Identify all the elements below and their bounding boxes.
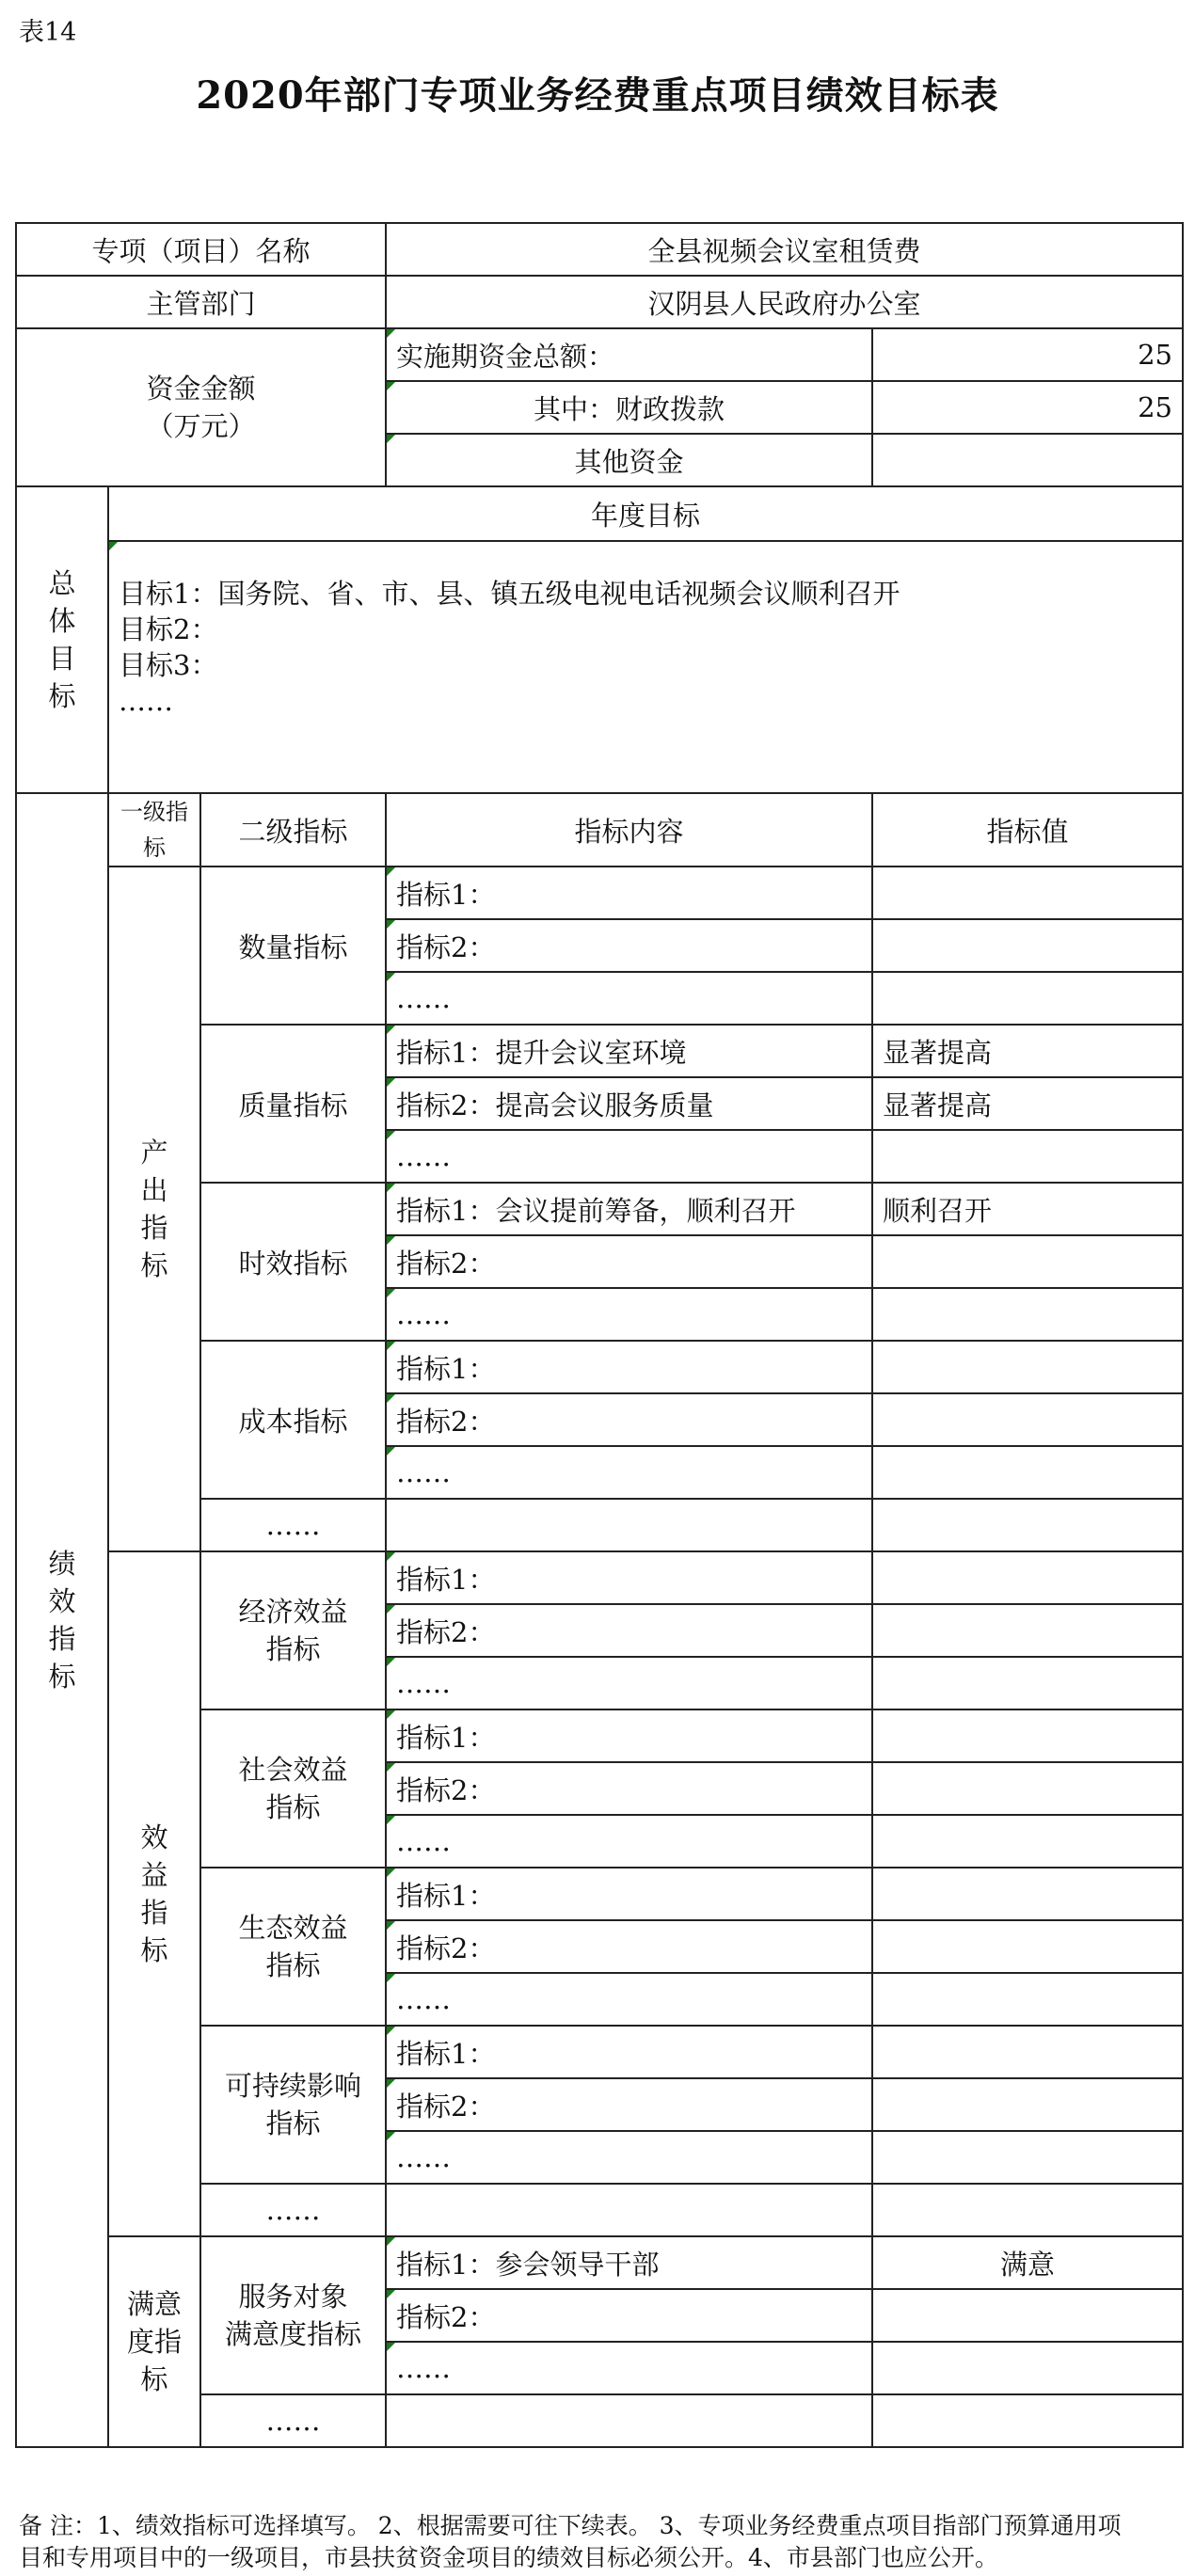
indicator-value: 显著提高: [872, 1077, 1183, 1130]
performance-indicator-char: 指: [48, 1623, 76, 1655]
fund-other-label: 其他资金: [386, 434, 872, 486]
indicator-value: [872, 1604, 1183, 1657]
indicator-header-row: [16, 793, 1183, 867]
benefit-indicator-char: 益: [140, 1859, 168, 1891]
output-indicator-char: 出: [140, 1174, 168, 1206]
indicator-content: 指标1：提升会议室环境: [386, 1025, 872, 1077]
indicator-value: [872, 1973, 1183, 2026]
output-indicator-label: [108, 867, 200, 1551]
annual-goal-content-row: [16, 541, 1183, 793]
indicator-content: 指标2：: [386, 1393, 872, 1446]
overall-goal-side-label: [16, 486, 108, 793]
indicator-value: [872, 1920, 1183, 1973]
indicator-value: [872, 1868, 1183, 1920]
indicator-value: [872, 1499, 1183, 1551]
indicator-content: ……: [386, 2131, 872, 2184]
quantity-indicator-label: 数量指标: [200, 867, 386, 1025]
indicator-content: 指标1：: [386, 1551, 872, 1604]
indicator-content: 指标1：: [386, 1341, 872, 1393]
performance-target-table: [15, 222, 1184, 2448]
indicator-value: [872, 867, 1183, 919]
satisfaction-indicator-label: [108, 2236, 200, 2447]
goal-line-3: 目标3：: [119, 649, 218, 681]
indicator-value: [872, 1130, 1183, 1183]
benefit-indicator-char: 标: [140, 1934, 168, 1966]
service-satisfaction-label: [200, 2236, 386, 2394]
benefit-more-label: ……: [200, 2184, 386, 2236]
benefit-indicator-label: [108, 1551, 200, 2236]
indicator-value: [872, 919, 1183, 972]
indicator-content: 指标2：: [386, 1604, 872, 1657]
indicator-content: 指标1：会议提前筹备，顺利召开: [386, 1183, 872, 1235]
fund-total-row: [16, 328, 1183, 381]
project-name-row: [16, 223, 1183, 276]
goal-line-1: 目标1：国务院、省、市、县、镇五级电视电话视频会议顺利召开: [119, 578, 900, 610]
benefit-indicator-char: 指: [140, 1897, 168, 1929]
output-indicator-char: 指: [140, 1212, 168, 1244]
indicator-value: [872, 2289, 1183, 2342]
indicator-content: ……: [386, 2342, 872, 2394]
indicator-value: [872, 2026, 1183, 2078]
col-level2-header: 二级指标: [200, 793, 386, 867]
overall-goal-char: 目: [48, 643, 76, 675]
fund-amount-label: [16, 328, 386, 486]
indicator-content: 指标2：提高会议服务质量: [386, 1077, 872, 1130]
performance-indicator-char: 效: [48, 1585, 76, 1617]
indicator-content: ……: [386, 1288, 872, 1341]
economic-benefit-label-line2: 指标: [265, 1633, 321, 1665]
indicator-value: [872, 1815, 1183, 1868]
indicator-value: [872, 1709, 1183, 1762]
indicator-content: [386, 1499, 872, 1551]
economic-benefit-label: [200, 1551, 386, 1709]
indicator-value: [872, 1762, 1183, 1815]
indicator-value: [872, 1235, 1183, 1288]
footnote-line-2: 目和专用项目中的一级项目，市县扶贫资金项目的绩效目标必须公开。4、市县部门也应公开。: [19, 2544, 998, 2571]
satisfaction-indicator-char: 标: [140, 2363, 168, 2395]
performance-indicator-char: 标: [48, 1661, 76, 1693]
ecological-benefit-label-line1: 生态效益: [238, 1912, 348, 1944]
indicator-value: [872, 1657, 1183, 1709]
annual-goal-content: [108, 541, 1183, 793]
overall-goal-char: 总: [48, 567, 76, 599]
indicator-value: [872, 1446, 1183, 1499]
fund-other-value: [872, 434, 1183, 486]
cost-indicator-label: 成本指标: [200, 1341, 386, 1499]
satisfaction-indicator-char: 度指: [126, 2326, 182, 2358]
indicator-content: ……: [386, 972, 872, 1025]
indicator-content: 指标1：: [386, 1709, 872, 1762]
ecological-benefit-label: [200, 1868, 386, 2026]
indicator-content: ……: [386, 1973, 872, 2026]
indicator-content: ……: [386, 1815, 872, 1868]
goal-line-ellipsis: ……: [119, 685, 173, 717]
output-more-label: ……: [200, 1499, 386, 1551]
project-name-label: 专项（项目）名称: [16, 223, 386, 276]
ecological-benefit-label-line2: 指标: [265, 1949, 321, 1981]
service-satisfaction-label-line2: 满意度指标: [224, 2318, 361, 2350]
indicator-content: 指标1：: [386, 867, 872, 919]
project-name-value: 全县视频会议室租赁费: [386, 223, 1183, 276]
indicator-content: 指标2：: [386, 919, 872, 972]
fund-amount-label-line1: 资金金额: [146, 373, 256, 405]
social-benefit-label: [200, 1709, 386, 1868]
output-indicator-char: 产: [140, 1137, 168, 1169]
indicator-value: [872, 1341, 1183, 1393]
timeliness-indicator-label: 时效指标: [200, 1183, 386, 1341]
annual-goal-header: 年度目标: [108, 486, 1183, 541]
goal-line-2: 目标2：: [119, 613, 218, 645]
performance-indicator-side-label: [16, 793, 108, 2447]
indicator-value: [872, 2394, 1183, 2447]
department-label: 主管部门: [16, 276, 386, 328]
fund-total-label: 实施期资金总额：: [386, 328, 872, 381]
fund-fiscal-value: 25: [872, 381, 1183, 434]
benefit-indicator-char: 效: [140, 1821, 168, 1853]
indicator-value: 满意: [872, 2236, 1183, 2289]
sustainable-impact-label: [200, 2026, 386, 2184]
performance-indicator-char: 绩: [48, 1548, 76, 1580]
sustainable-impact-label-line2: 指标: [265, 2107, 321, 2139]
indicator-content: [386, 2394, 872, 2447]
footnote: [19, 2510, 1186, 2574]
indicator-content: [386, 2184, 872, 2236]
table-row: [16, 867, 1183, 919]
col-content-header: 指标内容: [386, 793, 872, 867]
overall-goal-char: 标: [48, 680, 76, 712]
indicator-value: 显著提高: [872, 1025, 1183, 1077]
indicator-content: 指标1：: [386, 1868, 872, 1920]
fund-fiscal-label: 其中：财政拨款: [386, 381, 872, 434]
fund-amount-label-line2: （万元）: [146, 410, 256, 442]
indicator-content: 指标2：: [386, 1235, 872, 1288]
indicator-value: [872, 2078, 1183, 2131]
annual-goal-header-row: [16, 486, 1183, 541]
indicator-content: 指标2：: [386, 2078, 872, 2131]
economic-benefit-label-line1: 经济效益: [238, 1596, 348, 1628]
satisfaction-more-label: ……: [200, 2394, 386, 2447]
service-satisfaction-label-line1: 服务对象: [238, 2281, 348, 2313]
overall-goal-char: 体: [48, 605, 76, 637]
footnote-line-1: 备 注：1、绩效指标可选择填写。 2、根据需要可往下续表。 3、专项业务经费重点项目指部门预算通用项: [19, 2512, 1122, 2539]
col-level1-header: 一级指标: [108, 793, 200, 867]
indicator-value: [872, 1551, 1183, 1604]
fund-total-value: 25: [872, 328, 1183, 381]
social-benefit-label-line2: 指标: [265, 1791, 321, 1823]
indicator-content: ……: [386, 1657, 872, 1709]
table-row: [16, 2236, 1183, 2289]
indicator-content: 指标2：: [386, 1920, 872, 1973]
indicator-value: [872, 2342, 1183, 2394]
indicator-value: [872, 972, 1183, 1025]
satisfaction-indicator-char: 满意: [126, 2288, 182, 2320]
indicator-content: ……: [386, 1446, 872, 1499]
sustainable-impact-label-line1: 可持续影响: [224, 2070, 361, 2102]
indicator-content: 指标1：参会领导干部: [386, 2236, 872, 2289]
indicator-content: 指标2：: [386, 1762, 872, 1815]
indicator-value: [872, 2184, 1183, 2236]
table-row: [16, 1551, 1183, 1604]
indicator-content: 指标2：: [386, 2289, 872, 2342]
table-number-label: 表14: [19, 18, 77, 47]
indicator-value: [872, 2131, 1183, 2184]
department-row: [16, 276, 1183, 328]
indicator-content: ……: [386, 1130, 872, 1183]
social-benefit-label-line1: 社会效益: [238, 1754, 348, 1786]
indicator-value: 顺利召开: [872, 1183, 1183, 1235]
department-value: 汉阴县人民政府办公室: [386, 276, 1183, 328]
indicator-value: [872, 1393, 1183, 1446]
indicator-content: 指标1：: [386, 2026, 872, 2078]
output-indicator-char: 标: [140, 1249, 168, 1281]
document-title: 2020年部门专项业务经费重点项目绩效目标表: [196, 73, 999, 118]
indicator-value: [872, 1288, 1183, 1341]
col-value-header: 指标值: [872, 793, 1183, 867]
quality-indicator-label: 质量指标: [200, 1025, 386, 1183]
